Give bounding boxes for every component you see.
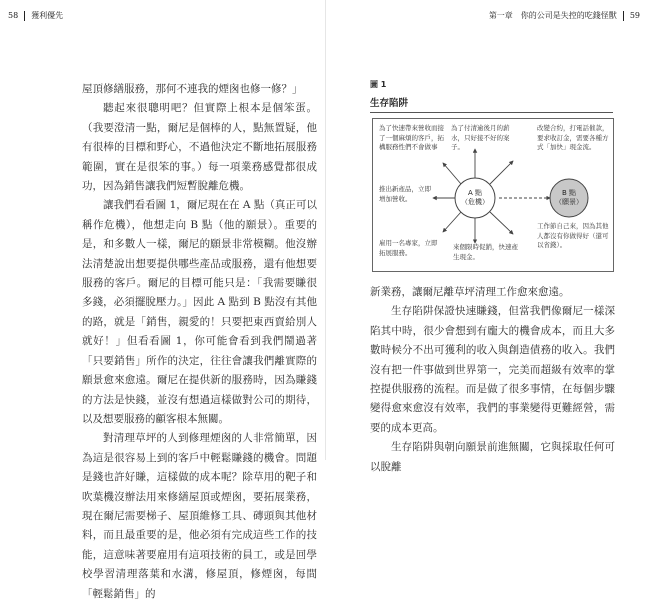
- trap-text-top-mid: 為了付清逾後月的薪水，只好接不好的案子。: [451, 124, 510, 151]
- figure-rule: [370, 112, 613, 113]
- figure-heading: [370, 79, 613, 113]
- right-page-body: [370, 283, 615, 477]
- trap-text-bottom-right: 工作節自己來，因為其他人都沒有你做得好（還可以省錢）。: [537, 222, 609, 249]
- left-running-head: [8, 10, 63, 21]
- page-gutter: [325, 0, 326, 460]
- trap-text-mid-left: 推出新產品，立即增加營收。: [379, 185, 431, 203]
- body-paragraph: 對清理草坪的人到修理煙囪的人非常簡單，因為這是很容易上到的客戶中輕鬆賺錢的機會。問題是錢也許好賺，這樣做的成本呢？除草用的靶子和吹葉機沒辦法用來修繕屋頂或煙囪，要拓展業務，現在爾尼需要梯子、屋頂維修工具、磚頭與其他材料，而且最重要的是，他必須有完成這些工作的技能，這意味著要雇用有這項技術的員工，或是回學校學習清理落葉和水溝，修屋頂，修煙囪，每間「輕鬆銷售」的: [82, 432, 317, 600]
- point-a-label: A 點 （危機）: [461, 189, 489, 206]
- body-paragraph: 聽起來很聰明吧？但實際上根本是個笨蛋。（我要澄清一點，爾尼是個棒的人，點無置疑，他有很棒的目標和野心，不過他決定不斷地拓展服務範圍，實在是很笨的事。）每一項業務感覺都很成功，因為銷售讓我們短暫脫離危機。: [82, 102, 317, 193]
- trap-text-top-left: 為了快速帶來營收而接了一個麻煩的客戶，拓構服務性們不會做事: [379, 124, 444, 151]
- left-page-number: 58: [8, 11, 19, 20]
- point-b-label: B 點 （願景）: [555, 189, 583, 206]
- figure-label: 圖 1: [370, 80, 387, 89]
- body-paragraph: 屋頂修繕服務，那何不連我的煙囪也修一修？」: [82, 83, 303, 95]
- header-divider: [24, 11, 25, 21]
- right-page-number: 59: [629, 11, 640, 20]
- trap-text-bottom-mid: 來個限時促銷，快速產生現金。: [453, 243, 518, 261]
- body-paragraph: 生存陷阱保證快速賺錢，但當我們像爾尼一樣深陷其中時，很少會想到有龐大的機會成本，而且大多數時候分不出可獲利的收入與創造債務的收入。我們沒有把一件事做到世界第一，完美而超級有效率的掌控提供服務的流程。而是做了很多事情，在每個步驟變得愈來愈沒有效率，我們的事業變得更難經營，需要的成本更高。: [370, 305, 615, 434]
- arrow-up-left: [443, 163, 461, 184]
- survival-trap-diagram: [372, 118, 614, 272]
- figure-title: 生存陷阱: [370, 98, 409, 109]
- arrow-up-right: [490, 161, 513, 184]
- right-running-head: [489, 10, 640, 21]
- header-divider: [623, 11, 624, 21]
- left-page-body: [82, 80, 317, 604]
- body-paragraph: 新業務，讓爾尼離草坪清理工作愈來愈遠。: [370, 286, 570, 298]
- trap-text-bottom-left: 雇用一名專家，立即拓展服務。: [379, 239, 438, 257]
- arrow-down-left: [443, 212, 461, 232]
- left-book-title: 獲利優先: [31, 11, 64, 20]
- trap-text-top-right: 改變合約，打電話催款，要求收訂金，需要各種方式「加快」現金流。: [537, 124, 609, 151]
- body-paragraph: 讓我們看看圖 1，爾尼現在在 A 點（真正可以稱作危機），他想走向 B 點（他的願景）。重要的是，和多數人一樣，爾尼的願景非常模糊。他沒辦法清楚說出想要提供哪些產品或服務，還有他想要服務的客戶。爾尼的目標可能只是：「我需要賺很多錢，必須擺脫壓力。」因此 A 點到 B 點沒有其他的路，就是「銷售，親愛的！只要把東西賣給別人就好！」但看看圖 1，你可能會看到我們鬧過著「只要銷售」所作的決定，往往會讓我們離實際的願景愈來愈遠。爾尼在提供新的服務時，因為賺錢的方法是快錢，並沒有想過這樣做對公司的期待，以及想要服務的顧客根本無關。: [82, 199, 317, 425]
- arrow-down-right: [490, 212, 513, 234]
- right-chapter-title: 第一章 你的公司是失控的吃錢怪獸: [488, 11, 617, 20]
- body-paragraph: 生存陷阱與朝向願景前進無關，它與採取任何可以脫離: [370, 441, 615, 473]
